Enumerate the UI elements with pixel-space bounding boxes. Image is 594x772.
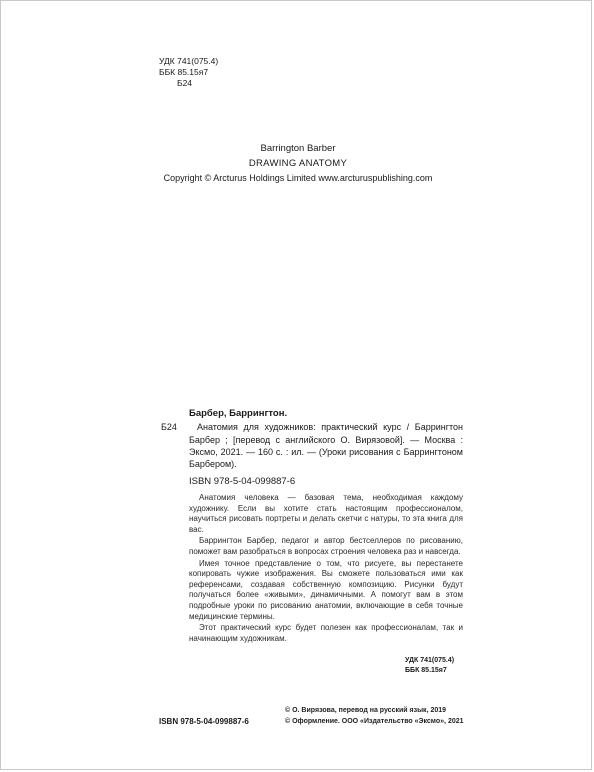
annotation-paragraph: Имея точное представление о том, что рисуете, вы перестанете копировать чужие изображения. Вы сможете пользоваться ими как референсами, создавая собственную композицию. Рисунки будут получаться более «живыми», динамичными. А помогут вам в этом подробные уроки по рисованию анатомии, включающие в себя точные медицинские термины. <box>189 558 463 621</box>
bbk-code: ББК 85.15я7 <box>159 67 209 77</box>
original-edition-block <box>1 141 594 186</box>
bibliographic-code: Б24 <box>161 422 177 432</box>
copyright-translation: © О. Вирязова, перевод на русский язык, 2019 <box>285 707 447 714</box>
bibliographic-author: Барбер, Баррингтон. <box>189 408 288 419</box>
isbn-main: ISBN 978-5-04-099887-6 <box>189 476 296 487</box>
original-copyright: Copyright © Arcturus Holdings Limited www.arcturuspublishing.com <box>163 173 433 183</box>
classification-block <box>159 56 218 89</box>
footer-isbn: ISBN 978-5-04-099887-6 <box>159 717 249 726</box>
annotation-paragraph: Этот практический курс будет полезен как профессионалам, так и начинающим художникам. <box>189 623 463 643</box>
footer-classification <box>405 656 454 676</box>
original-author: Barrington Barber <box>260 143 336 154</box>
bibliographic-record <box>189 408 463 470</box>
annotation-paragraph: Анатомия человека — базовая тема, необходимая каждому художнику. Если вы хотите стать настоящим профессионалом, научиться рисовать портреты и делать скетчи с натуры, то эта книга для вас. <box>189 493 463 534</box>
footer-bbk: ББК 85.15я7 <box>405 667 447 674</box>
footer-udk: УДК 741(075.4) <box>405 657 455 664</box>
author-sign: Б24 <box>177 78 193 88</box>
annotation <box>189 493 463 645</box>
bibliographic-description: Анатомия для художников: практический курс / Баррингтон Барбер ; [перевод с английского О. Вирязовой]. — Москва : Эксмо, 2021. — 160 с. : ил. — (Уроки рисования с Баррингтоном Барбером). <box>189 422 463 470</box>
annotation-paragraph: Баррингтон Барбер, педагог и автор бестселлеров по рисованию, поможет вам разобраться в вопросах строения человека раз и навсегда. <box>189 536 463 556</box>
udk-code: УДК 741(075.4) <box>159 56 219 66</box>
copyright-design: © Оформление. ООО «Издательство «Эксмо», 2021 <box>285 718 464 725</box>
original-title: DRAWING ANATOMY <box>248 158 348 169</box>
footer-copyright <box>285 705 464 727</box>
